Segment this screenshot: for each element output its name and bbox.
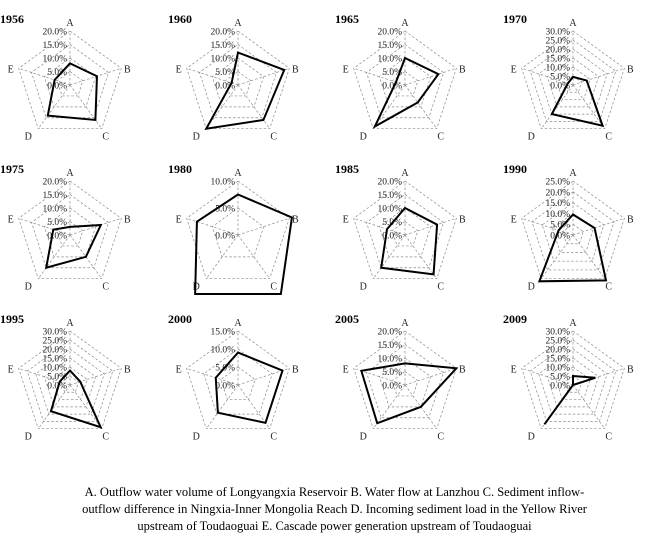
tick-label: 30.0% — [545, 27, 570, 38]
axis-spoke — [38, 385, 70, 429]
tick-label: 0.0% — [215, 381, 235, 392]
chart-title: 1975 — [0, 162, 24, 176]
axis-label-C: C — [605, 281, 613, 293]
chart-title: 1995 — [0, 312, 24, 326]
radar-chart-1985 — [335, 162, 466, 293]
radar-chart-1970 — [503, 12, 634, 143]
tick-label: 0.0% — [550, 81, 570, 92]
tick-label: 0.0% — [550, 381, 570, 392]
axis-label-E: E — [7, 214, 14, 226]
axis-spoke — [373, 235, 405, 279]
axis-label-D: D — [24, 281, 32, 293]
axis-label-C: C — [437, 281, 445, 293]
axis-label-C: C — [605, 431, 613, 443]
tick-label: 5.0% — [382, 68, 402, 78]
axis-label-C: C — [102, 281, 110, 293]
tick-label: 25.0% — [545, 177, 570, 188]
tick-label: 20.0% — [545, 45, 570, 56]
tick-label: 0.0% — [215, 81, 235, 92]
axis-label-E: E — [342, 64, 349, 76]
radar-chart-2009 — [503, 312, 634, 443]
tick-label: 5.0% — [550, 372, 570, 383]
tick-label: 0.0% — [215, 231, 235, 242]
tick-label: 15.0% — [42, 191, 67, 201]
tick-label: 0.0% — [47, 81, 67, 92]
axis-label-C: C — [270, 131, 278, 143]
axis-label-E: E — [7, 64, 14, 76]
tick-label: 0.0% — [382, 381, 402, 392]
chart-title: 1960 — [168, 12, 192, 26]
tick-label: 20.0% — [377, 327, 402, 338]
tick-label: 15.0% — [377, 41, 402, 51]
tick-label: 5.0% — [382, 218, 402, 228]
radar-chart-1965 — [335, 12, 466, 143]
axis-label-D: D — [359, 431, 367, 443]
chart-title: 2005 — [335, 312, 359, 326]
axis-label-C: C — [102, 431, 110, 443]
tick-label: 25.0% — [545, 36, 570, 47]
axis-label-A: A — [66, 318, 74, 329]
chart-title: 1970 — [503, 12, 527, 26]
axis-label-B: B — [292, 64, 299, 76]
radar-chart-2000 — [168, 312, 299, 443]
chart-title: 1990 — [503, 162, 527, 176]
tick-label: 20.0% — [545, 345, 570, 356]
tick-label: 0.0% — [550, 231, 570, 242]
axis-label-C: C — [270, 431, 278, 443]
chart-title: 1965 — [335, 12, 359, 26]
tick-label: 5.0% — [47, 218, 67, 228]
caption-line-3: upstream of Toudaoguai E. Cascade power generation upstream of Toudaoguai — [137, 519, 532, 533]
tick-label: 15.0% — [210, 41, 235, 51]
axis-label-D: D — [359, 281, 367, 293]
tick-label: 5.0% — [382, 368, 402, 378]
tick-label: 15.0% — [210, 327, 235, 338]
axis-label-A: A — [401, 318, 409, 329]
chart-title: 1985 — [335, 162, 359, 176]
axis-label-A: A — [66, 18, 74, 29]
tick-label: 20.0% — [42, 177, 67, 188]
axis-label-A: A — [569, 168, 577, 179]
axis-label-A: A — [401, 168, 409, 179]
tick-label: 20.0% — [377, 177, 402, 188]
caption-line-1: A. Outflow water volume of Longyangxia Reservoir B. Water flow at Lanzhou C. Sediment inflow- — [84, 485, 585, 499]
axis-label-A: A — [234, 18, 242, 29]
axis-label-A: A — [234, 168, 242, 179]
axis-spoke — [541, 235, 573, 279]
axis-label-A: A — [401, 18, 409, 29]
axis-spoke — [573, 68, 624, 85]
axis-label-E: E — [175, 64, 182, 76]
radar-chart-1956 — [0, 12, 131, 143]
chart-title: 2000 — [168, 312, 192, 326]
axis-label-C: C — [437, 131, 445, 143]
axis-label-E: E — [7, 364, 14, 376]
tick-label: 5.0% — [550, 72, 570, 83]
tick-label: 10.0% — [42, 204, 67, 215]
axis-spoke — [238, 218, 289, 235]
tick-label: 10.0% — [210, 177, 235, 188]
axis-label-D: D — [192, 431, 200, 443]
tick-label: 25.0% — [42, 336, 67, 347]
axis-label-E: E — [342, 364, 349, 376]
tick-label: 0.0% — [382, 231, 402, 242]
caption-line-2: outflow difference in Ningxia-Inner Mongolia Reach D. Incoming sediment load in the Yellow River — [82, 502, 587, 516]
tick-label: 15.0% — [377, 341, 402, 351]
axis-label-E: E — [175, 364, 182, 376]
axis-label-B: B — [124, 364, 131, 376]
tick-label: 10.0% — [545, 63, 570, 74]
tick-label: 15.0% — [545, 199, 570, 210]
axis-label-C: C — [270, 281, 278, 293]
tick-label: 30.0% — [42, 327, 67, 338]
radar-chart-1980 — [168, 162, 299, 294]
axis-spoke — [38, 85, 70, 129]
tick-label: 20.0% — [210, 27, 235, 38]
axis-label-A: A — [66, 168, 74, 179]
tick-label: 15.0% — [42, 41, 67, 51]
tick-label: 10.0% — [42, 363, 67, 374]
axis-spoke — [573, 218, 624, 235]
tick-label: 5.0% — [550, 220, 570, 231]
axis-label-B: B — [124, 214, 131, 226]
tick-label: 10.0% — [377, 354, 402, 365]
tick-label: 30.0% — [545, 327, 570, 338]
tick-label: 10.0% — [377, 54, 402, 65]
radar-chart-1995 — [0, 312, 131, 443]
tick-label: 5.0% — [215, 68, 235, 78]
axis-label-E: E — [175, 214, 182, 226]
axis-label-B: B — [459, 64, 466, 76]
axis-spoke — [573, 385, 605, 429]
axis-label-D: D — [192, 131, 200, 143]
axis-label-B: B — [124, 64, 131, 76]
tick-label: 5.0% — [47, 372, 67, 383]
tick-label: 0.0% — [382, 81, 402, 92]
axis-spoke — [38, 235, 70, 279]
axis-label-E: E — [510, 214, 517, 226]
tick-label: 0.0% — [47, 381, 67, 392]
axis-label-B: B — [627, 364, 634, 376]
axis-spoke — [541, 85, 573, 129]
axis-label-A: A — [569, 318, 577, 329]
tick-label: 20.0% — [42, 27, 67, 38]
radar-chart-1990 — [503, 162, 634, 293]
axis-label-C: C — [605, 131, 613, 143]
figure-caption — [10, 484, 659, 535]
axis-label-A: A — [234, 318, 242, 329]
axis-label-A: A — [569, 18, 577, 29]
tick-label: 10.0% — [545, 209, 570, 220]
axis-label-D: D — [192, 281, 200, 293]
radar-chart-2005 — [335, 312, 466, 443]
axis-label-D: D — [527, 131, 535, 143]
axis-label-B: B — [292, 364, 299, 376]
tick-label: 0.0% — [47, 231, 67, 242]
tick-label: 10.0% — [377, 204, 402, 215]
axis-label-B: B — [459, 214, 466, 226]
axis-label-E: E — [342, 214, 349, 226]
axis-label-D: D — [527, 431, 535, 443]
axis-label-D: D — [24, 431, 32, 443]
axis-spoke — [206, 385, 238, 429]
tick-label: 10.0% — [210, 54, 235, 65]
axis-label-B: B — [627, 64, 634, 76]
tick-label: 5.0% — [47, 68, 67, 78]
tick-label: 25.0% — [545, 336, 570, 347]
chart-title: 2009 — [503, 312, 527, 326]
axis-label-C: C — [102, 131, 110, 143]
tick-label: 20.0% — [545, 188, 570, 199]
radar-chart-1960 — [168, 12, 299, 143]
tick-label: 10.0% — [42, 54, 67, 65]
axis-spoke — [238, 235, 270, 279]
tick-label: 15.0% — [545, 354, 570, 365]
chart-title: 1956 — [0, 12, 24, 26]
axis-label-B: B — [292, 214, 299, 226]
axis-label-E: E — [510, 364, 517, 376]
tick-label: 15.0% — [545, 54, 570, 65]
tick-label: 15.0% — [42, 354, 67, 365]
tick-label: 10.0% — [210, 345, 235, 356]
series-line — [361, 363, 456, 423]
axis-spoke — [206, 235, 238, 279]
series-line — [192, 195, 292, 294]
tick-label: 20.0% — [42, 345, 67, 356]
tick-label: 5.0% — [215, 363, 235, 374]
axis-label-D: D — [359, 131, 367, 143]
tick-label: 10.0% — [545, 363, 570, 374]
chart-title: 1980 — [168, 162, 192, 176]
tick-label: 5.0% — [215, 204, 235, 215]
grid-ring — [204, 349, 272, 414]
tick-label: 15.0% — [377, 191, 402, 201]
axis-label-B: B — [627, 214, 634, 226]
tick-label: 20.0% — [377, 27, 402, 38]
axis-label-B: B — [459, 364, 466, 376]
axis-label-D: D — [24, 131, 32, 143]
axis-label-D: D — [527, 281, 535, 293]
radar-chart-1975 — [0, 162, 131, 293]
axis-label-E: E — [510, 64, 517, 76]
axis-label-C: C — [437, 431, 445, 443]
